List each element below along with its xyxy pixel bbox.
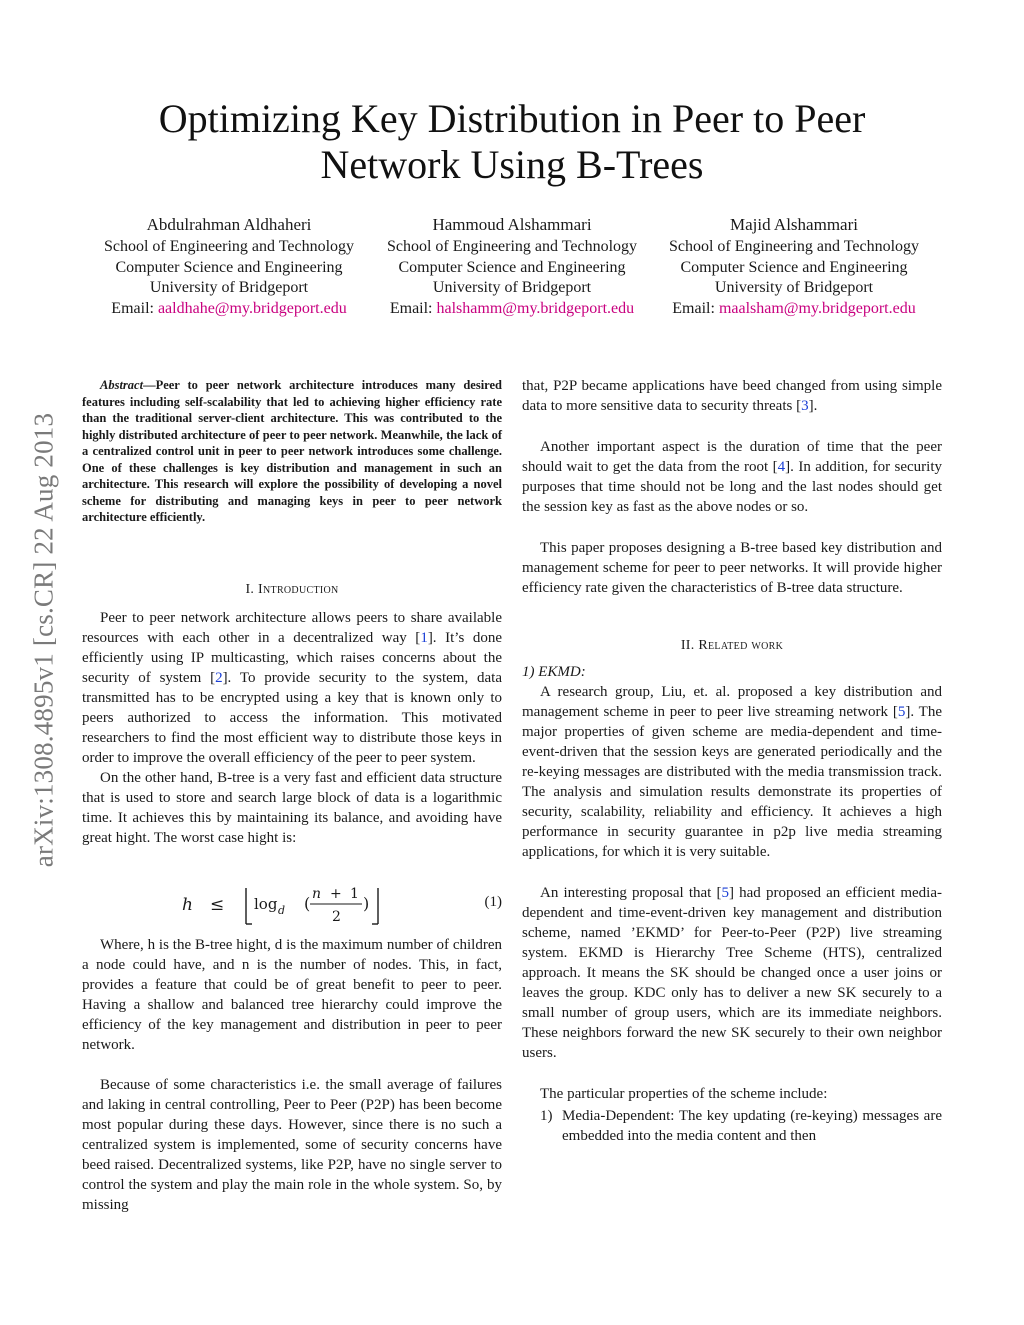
svg-text:d: d xyxy=(278,904,286,917)
author-email-row xyxy=(84,299,374,320)
author-school: School of Engineering and Technology xyxy=(103,238,355,255)
intro-paragraph-3: Where, h is the B-tree hight, d is the maximum number of children a node could have, and n is the number of nodes. This, in fact, provides a feature that could be of great benefit to peer to peer. Having a shallow and balanced tree hierarchy could improve the efficiency of the key management and distribution in peer to peer network. xyxy=(82,937,502,1053)
author-school: School of Engineering and Technology xyxy=(386,238,638,255)
author-dept: Computer Science and Engineering xyxy=(398,258,626,276)
title-line-2: Network Using B-Trees xyxy=(320,142,704,187)
author-univ: University of Bridgeport xyxy=(714,279,874,296)
intro-paragraph-2: On the other hand, B-tree is a very fast and efficient data structure that is used to store and search large block of data is a logarithmic time. It achieves this by maintaining its balance, and avoiding have great hight. The worst case hight is: xyxy=(82,770,502,846)
equation-1 xyxy=(82,880,502,928)
section-title: Related work xyxy=(698,638,784,653)
svg-text:2: 2 xyxy=(332,909,341,925)
intro-paragraph-1: Peer to peer network architecture allows peers to share available resources with each other in a decentralized way [1]. It’s done efficiently using IP multicasting, which raises concerns about the security of system [2]. To provide security to the system, data transmitted has to be encrypted using a key that is known only to peers authorized to access the information. This motivated researchers to find the most efficient way to distribute those keys in order to improve the overall efficiency of the peer to peer system. xyxy=(82,610,502,766)
right-paragraph-1: that, P2P became applications have beed changed from using simple data to more sensitive data to security threats [3]. xyxy=(522,378,942,414)
paper-title xyxy=(100,96,924,188)
author-email-link[interactable]: maalsham@my.bridgeport.edu xyxy=(718,299,916,317)
svg-text:log: log xyxy=(254,895,278,913)
related-paragraph-3: The particular properties of the scheme include: xyxy=(540,1086,828,1102)
author-block-1 xyxy=(84,214,374,319)
email-label: Email: xyxy=(389,299,433,317)
list-item xyxy=(522,1106,942,1146)
author-email-row xyxy=(367,299,657,320)
author-block-3 xyxy=(649,214,939,319)
section-heading xyxy=(82,580,502,600)
svg-text:h: h xyxy=(182,895,193,915)
section-title: Introduction xyxy=(258,582,339,597)
svg-text:n: n xyxy=(312,886,322,902)
svg-text:1: 1 xyxy=(350,886,359,902)
abstract xyxy=(82,377,502,526)
author-school: School of Engineering and Technology xyxy=(668,238,920,255)
related-paragraph-2: An interesting proposal that [5] had proposed an efficient media-dependent and time-event-driven key management and distribution scheme, named ’EKMD’ for Peer-to-Peer (P2P) live streaming system. EKMD is Hierarchy Tree Scheme (HTS), centralized approach. It means the SK should be changed once a user joins or leaves the group. KDC only has to deliver a new SK securely to a small number of group users, which are its immediate neighbors. These neighbors forward the new SK securely to their own neighbor users. xyxy=(522,885,942,1061)
svg-text:): ) xyxy=(363,894,370,913)
right-paragraph-2: Another important aspect is the duration of time that the peer should wait to get the data from the root [4]. In addition, for security purposes that time should not be long and the last nodes should get the session key as fast as the above nodes or so. xyxy=(522,439,943,515)
abstract-text: —Peer to peer network architecture introduces many desired features including self-scalability that led to achieving higher efficiency rate than the traditional server-client architecture. This was contributed to the highly distributed architecture of peer to peer network. Meanwhile, the lack of a centralized control unit in peer to peer network introduces some challenge. One of these challenges is key distribution and management in such an architecture. This research will explore the possibility of developing a novel scheme for distributing and managing keys in peer to peer network architecture efficiently. xyxy=(82,378,502,524)
citation-link[interactable]: 3 xyxy=(801,398,809,414)
btree-height-formula xyxy=(182,880,382,930)
author-dept: Computer Science and Engineering xyxy=(680,258,908,276)
section-introduction xyxy=(82,580,502,848)
svg-text:≤: ≤ xyxy=(210,895,225,915)
author-email-row xyxy=(649,299,939,320)
author-name: Hammoud Alshammari xyxy=(432,215,592,234)
citation-link[interactable]: 5 xyxy=(897,704,906,720)
author-univ: University of Bridgeport xyxy=(149,279,309,296)
email-label: Email: xyxy=(672,299,715,317)
author-name: Abdulrahman Aldhaheri xyxy=(146,215,312,234)
intro-continued xyxy=(82,935,502,1215)
abstract-label: Abstract xyxy=(100,378,144,392)
right-column xyxy=(522,376,942,1146)
author-block-2 xyxy=(367,214,657,319)
citation-link[interactable]: 4 xyxy=(777,459,786,475)
citation-link[interactable]: 1 xyxy=(420,630,428,646)
title-line-1: Optimizing Key Distribution in Peer to Peer xyxy=(158,96,866,141)
author-name: Majid Alshammari xyxy=(730,215,858,234)
section-numeral: I. xyxy=(245,582,255,597)
citation-link[interactable]: 5 xyxy=(721,885,729,901)
equation-number: (1) xyxy=(484,894,502,910)
section-heading xyxy=(522,636,942,656)
author-email-link[interactable]: halshamm@my.bridgeport.edu xyxy=(436,299,635,317)
author-univ: University of Bridgeport xyxy=(432,279,592,296)
email-label: Email: xyxy=(111,299,154,317)
citation-link[interactable]: 2 xyxy=(215,670,223,686)
svg-text:+: + xyxy=(330,886,342,902)
svg-text:(: ( xyxy=(304,894,311,913)
author-dept: Computer Science and Engineering xyxy=(115,258,343,276)
subsection-heading: 1) EKMD: xyxy=(522,664,586,680)
right-paragraph-3: This paper proposes designing a B-tree based key distribution and management scheme for peer to peer networks. It will provide higher efficiency rate given the characteristics of B-tree data structure. xyxy=(522,540,942,596)
list-number: 1) xyxy=(540,1108,553,1124)
arxiv-identifier-stamp: arXiv:1308.4895v1 [cs.CR] 22 Aug 2013 xyxy=(28,412,59,868)
author-email-link[interactable]: aaldhahe@my.bridgeport.edu xyxy=(157,299,347,317)
list-text: Media-Dependent: The key updating (re-keying) messages are embedded into the media content and then xyxy=(562,1108,942,1144)
intro-paragraph-4: Because of some characteristics i.e. the small average of failures and laking in central controlling, Peer to Peer (P2P) has been become most popular during these days. However, since there is no such a centralized system is implemented, some of security concerns have beed raised. Decentralized systems, like P2P, have no single server to control the system and play the main role in the whole system. So, by missing xyxy=(82,1077,502,1213)
section-numeral: II. xyxy=(680,638,695,653)
related-paragraph-1: A research group, Liu, et. al. proposed a key distribution and management scheme in peer to peer live streaming network [5]. The major properties of given scheme are media-dependent and time-event-driven that the session keys are generated periodically and the re-keying messages are distributed with the media transmission track. The analysis and simulation results demonstrate its properties of security, scalability, reliability and efficiency. It achieves a high performance in security guarantee in p2p live media streaming applications, for which it is very suitable. xyxy=(522,684,943,860)
